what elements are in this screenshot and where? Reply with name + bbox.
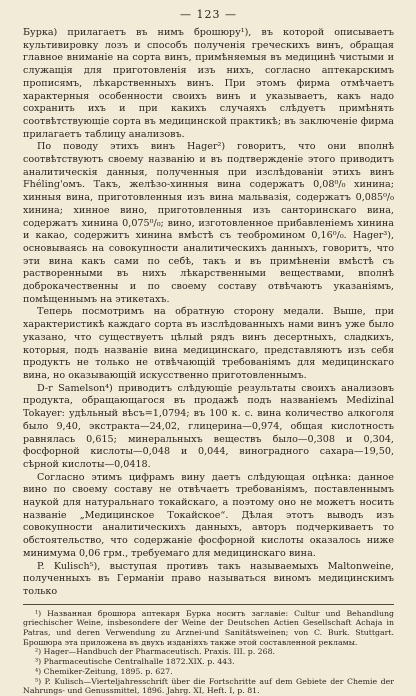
paragraph: Теперь посмотримъ на обратную сторону медали. Выше, при характеристикѣ каждаго сорта въ изслѣдованныхъ нами винъ уже было указано, что существуетъ цѣлый рядъ винъ десертныхъ, сладкихъ, которыя, подъ названіе вина медицинскаго, представляютъ изъ себя продуктъ не только не отвѣчающій требованіямъ для медицинскаго вина, но оказывающій искусственно приготовленнымъ. [23,306,394,381]
paragraph: D-r Samelson⁴) приводитъ слѣдующіе результаты своихъ анализовъ продукта, обращающагося въ продажѣ подъ названіемъ Medizinal Tokayer: удѣльный вѣсъ=1,0794; въ 100 к. с. вина количество алкоголя было 9,40, экстракта—24,02, глицерина—0,974, общая кислотность равнялась 0,615; минеральныхъ веществъ было—0,308 и 0,304, фосфорной кислоты—0,048 и 0,044, виноградного сахара—19,50, сѣрной кислоты—0,0418. [23,382,394,470]
footnote-divider [23,604,394,605]
footnote: ¹) Названная брошюра аптекаря Бурка носитъ заглавіе: Cultur und Behandlung griechischer Weine, insbesondere der Weine der Deutschen Actien Gesellschaft Achaja in Patras, und deren Verwendung zu Arznei-und Sanitätsweinen; von C. Burk. Stuttgart. Брошюра эта приложена въ двухъ изданіяхъ также этой составленной рекламы. [23,608,394,647]
footnotes [23,609,394,696]
paragraph: Согласно этимъ цифрамъ вину даетъ слѣдующая оцѣнка: данное вино по своему составу не отвѣчаетъ требованіямъ, поставленнымъ наукой для натуральнаго токайскаго, а поэтому оно не можетъ носить названіе „Медицинское Токайское“. Дѣлая этотъ выводъ изъ совокупности аналитическихъ данныхъ, авторъ подчеркиваетъ то обстоятельство, что содержаніе фосфорной кислоты оказалось ниже минимума 0,06 грм., требуемаго для медицинскаго вина. [23,471,394,559]
paragraph: Бурка) прилагаетъ въ нимъ брошюру¹), въ которой описываетъ культивировку лозъ и способъ полученія греческихъ винъ, обращая главное вниманіе на сорта винъ, примѣняемыя въ медицинѣ чистыми и служащія для приготовленія изъ нихъ, согласно аптекарскимъ прописямъ, лѣкарственныхъ винъ. При этомъ фирма отмѣчаетъ характерныя особенности своихъ винъ и указываетъ, какъ надо сохранить ихъ и при какихъ случаяхъ слѣдуетъ примѣнять соотвѣтствующіе сорта въ медицинской практикѣ; въ заключеніе фирма прилагаетъ таблицу анализовъ. [23,27,394,140]
footnote: ⁴) Chemiker-Zeitung, 1895. p. 627. [35,666,173,676]
footnote: ²) Hager—Handbuch der Pharmaceutisch. Praxis. III. p. 268. [35,647,276,657]
page-number: — 123 — [180,8,237,21]
paragraph: По поводу этихъ винъ Hager²) говоритъ, что они вполнѣ соотвѣтствуютъ своему названію и въ подтвержденіе этого приводитъ аналитическія данныя, полученныя при изслѣдованіи этихъ винъ Fhéling'омъ. Такъ, желѣзо-хинныя вина содержатъ 0,08⁰/₀ хинина; хинныя вина, приготовленныя изъ вина мальвазія, содержатъ 0,085⁰/₀ хинина; хинное вино, приготовленныя изъ санторинскаго вина, содержатъ хинина 0,075⁰/₀; вино, изготовленное прибавленіемъ хинина и какао, содержитъ хинина вмѣстѣ съ теобромином 0,16⁰/₀. Hager³), основываясь на совокупности аналитическихъ данныхъ, говоритъ, что эти вина какъ сами по себѣ, такъ и въ примѣненіи вмѣстѣ съ растворенными въ нихъ лѣкарственными веществами, вполнѣ доброкачественны и по своему составу отвѣчаютъ указаніямъ, помѣщеннымъ на этикетахъ. [23,141,394,305]
body-text [23,27,394,599]
paragraph: P. Kulisch⁵), выступая противъ такъ называемыхъ Maltonweine, полученныхъ въ Германіи право называться виномъ медицинскимъ только [23,560,394,597]
footnote: ³) Pharmaceutische Centralhalle 1872.XIX. p. 443. [35,657,235,667]
footnote: ⁵) P. Kulisch—Vierteljahresschrift über die Fortschritte auf dem Gebiete der Chemie der Nahrungs- und Genussmittel, 1896. Jahrg. XI, Heft. I, p. 81. [23,676,394,696]
